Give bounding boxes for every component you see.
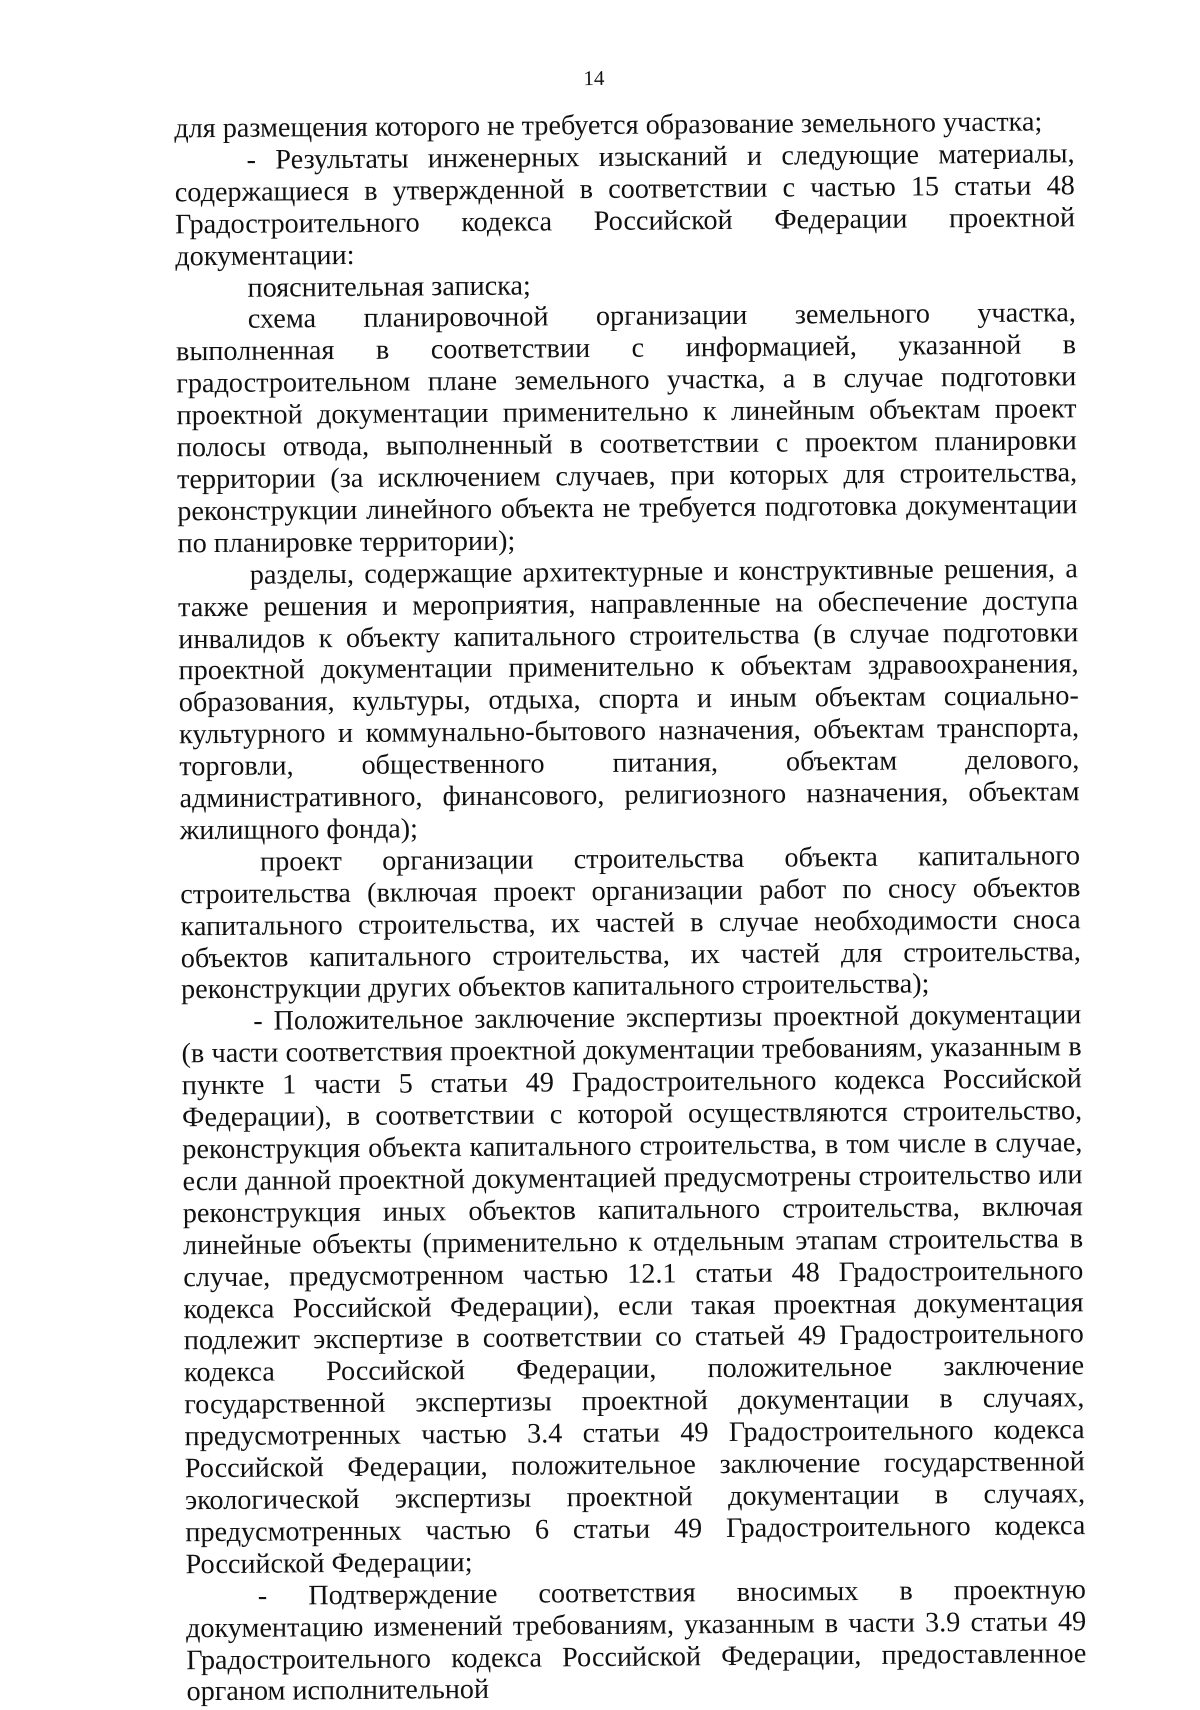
paragraph: - Положительное заключение экспертизы проектной документации (в части соответствия проектной документации требованиям, указанным в пункте 1 части 5 статьи 49 Градостроительного кодекса Российской Федерации), в соответствии с которой осуществляются строительство, реконструкция объекта капитального строительства, в том числе в случае, если данной проектной документацией предусмотрены строительство или реконструкция иных объектов капитального строительства, включая линейные объекты (применительно к отдельным этапам строительства в случае, предусмотренном частью 12.1 статьи 48 Градостроительного кодекса Российской Федерации), если такая проектная документация подлежит экспертизе в соответствии со статьей 49 Градостроительного кодекса Российской Федерации, положительное заключение государственной экспертизы проектной документации в случаях, предусмотренных частью 3.4 статьи 49 Градостроительного кодекса Российской Федерации, положительное заключение государственной экологической экспертизы проектной документации в случаях, предусмотренных частью 6 статьи 49 Градостроительного кодекса Российской Федерации; (181, 999, 1086, 1581)
paragraph: для размещения которого не требуется образование земельного участка; (174, 106, 1043, 145)
document-body (174, 106, 1087, 1708)
page-number: 14 (583, 65, 605, 91)
paragraph: пояснительная записка; (247, 270, 531, 304)
paragraph: разделы, содержащие архитектурные и конструктивные решения, а также решения и мероприятия, направленные на обеспечение доступа инвалидов к объекту капитального строительства (в случае подготовки проектной документации применительно к объектам здравоохранения, образования, культуры, отдыха, спорта и иным объектам социально-культурного и коммунально-бытового назначения, объектам транспорта, торговли, общественного питания, объектам делового, административного, финансового, религиозного назначения, объектам жилищного фонда); (177, 552, 1080, 847)
paragraph: схема планировочной организации земельного участка, выполненная в соответствии с информацией, указанной в градостроительном плане земельного участка, а в случае подготовки проектной документации применительно к линейным объектам проект полосы отвода, выполненный в соответствии с проектом планировки территории (за исключением случаев, при которых для строительства, реконструкции линейного объекта не требуется подготовка документации по планировке территории); (175, 297, 1078, 560)
paragraph: - Результаты инженерных изысканий и следующие материалы, содержащиеся в утвержденной в соответствии с частью 15 статьи 48 Градостроительного кодекса Российской Федерации проектной документации: (174, 138, 1076, 272)
paragraph: проект организации строительства объекта капитального строительства (включая проект организации работ по сносу объектов капитального строительства, их частей в случае необходимости сноса объектов капитального строительства, их частей для строительства, реконструкции других объектов капитального строительства); (180, 840, 1081, 1006)
paragraph: - Подтверждение соответствия вносимых в проектную документацию изменений требованиям, указанным в части 3.9 статьи 49 Градостроительного кодекса Российской Федерации, предоставленное органом исполнительной (185, 1573, 1087, 1708)
